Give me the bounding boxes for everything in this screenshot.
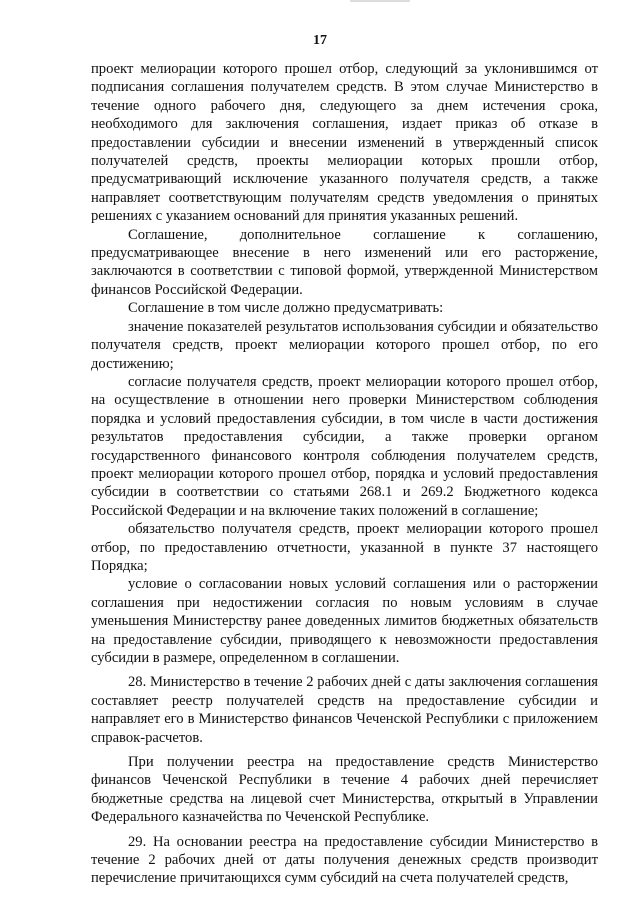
paragraph-continuation: проект мелиорации которого прошел отбор, следующий за уклонившимся от подписания соглашения получателем средств. В этом случае Министерство в течение одного рабочего дня, следующего за днем истечения срока, необходимого для заключения соглашения, издает приказ об отказе в предоставлении субсидии и внесении изменений в утвержденный список получателей средств, проекты мелиорации которых прошли отбор, предусматривающий исключение указанного получателя средств, а также направляет соответствующим получателям средств уведомления о принятых решениях с указанием оснований для принятия указанных решений.: [91, 61, 598, 225]
document-body: [91, 60, 598, 888]
paragraph-registry-funding: При получении реестра на предоставление средств Министерство финансов Чеченской Республики в течение 4 рабочих дней перечисляет бюджетные средства на лицевой счет Министерства, открытый в Управлении Федерального казначейства по Чеченской Республике.: [91, 754, 598, 826]
paragraph-agreement-provisions-intro: Соглашение в том числе должно предусматривать:: [128, 300, 444, 317]
paragraph-indicator-values: значение показателей результатов использования субсидии и обязательство получателя средств, проект мелиорации которого прошел отбор, по его достижению;: [91, 318, 598, 372]
paragraph-inspection-consent: согласие получателя средств, проект мелиорации которого прошел отбор, на осуществление в отношении него проверки Министерством соблюдения порядка и условий предоставления субсидии, в том числе в части достижения результатов предоставления субсидии, а также проверки органом государственного финансового контроля соблюдения получателем средств, проект мелиорации которого прошел отбор, порядка и условий предоставления субсидии в соответствии со статьями 268.1 и 269.2 Бюджетного кодекса Российской Федерации и на включение таких положений в соглашение;: [91, 373, 598, 519]
paragraph-item-29: 29. На основании реестра на предоставление субсидии Министерство в течение 2 рабочих дней от даты получения денежных средств производит перечисление причитающихся сумм субсидий на счета получателей средств,: [91, 833, 598, 887]
paragraph-new-conditions: условие о согласовании новых условий соглашения или о расторжении соглашения при недостижении согласия по новым условиям в случае уменьшения Министерству ранее доведенных лимитов бюджетных обязательств на предоставление субсидии, приводящего к невозможности предоставления субсидии в размере, определенном в соглашении.: [91, 576, 598, 666]
paragraph-agreement-form: Соглашение, дополнительное соглашение к соглашению, предусматривающее внесение в него изменений или его расторжение, заключаются в соответствии с типовой формой, утвержденной Министерством финансов Российской Федерации.: [91, 226, 598, 298]
page-number: 17: [313, 33, 327, 48]
paragraph-item-28: 28. Министерство в течение 2 рабочих дней с даты заключения соглашения составляет реестр получателей средств на предоставление субсидии и направляет его в Министерство финансов Чеченской Республики с приложением справок-расчетов.: [91, 674, 598, 746]
scan-edge-mark: [350, 0, 410, 2]
paragraph-reporting-obligation: обязательство получателя средств, проект мелиорации которого прошел отбор, по предоставлению отчетности, указанной в пункте 37 настоящего Порядка;: [91, 521, 598, 574]
